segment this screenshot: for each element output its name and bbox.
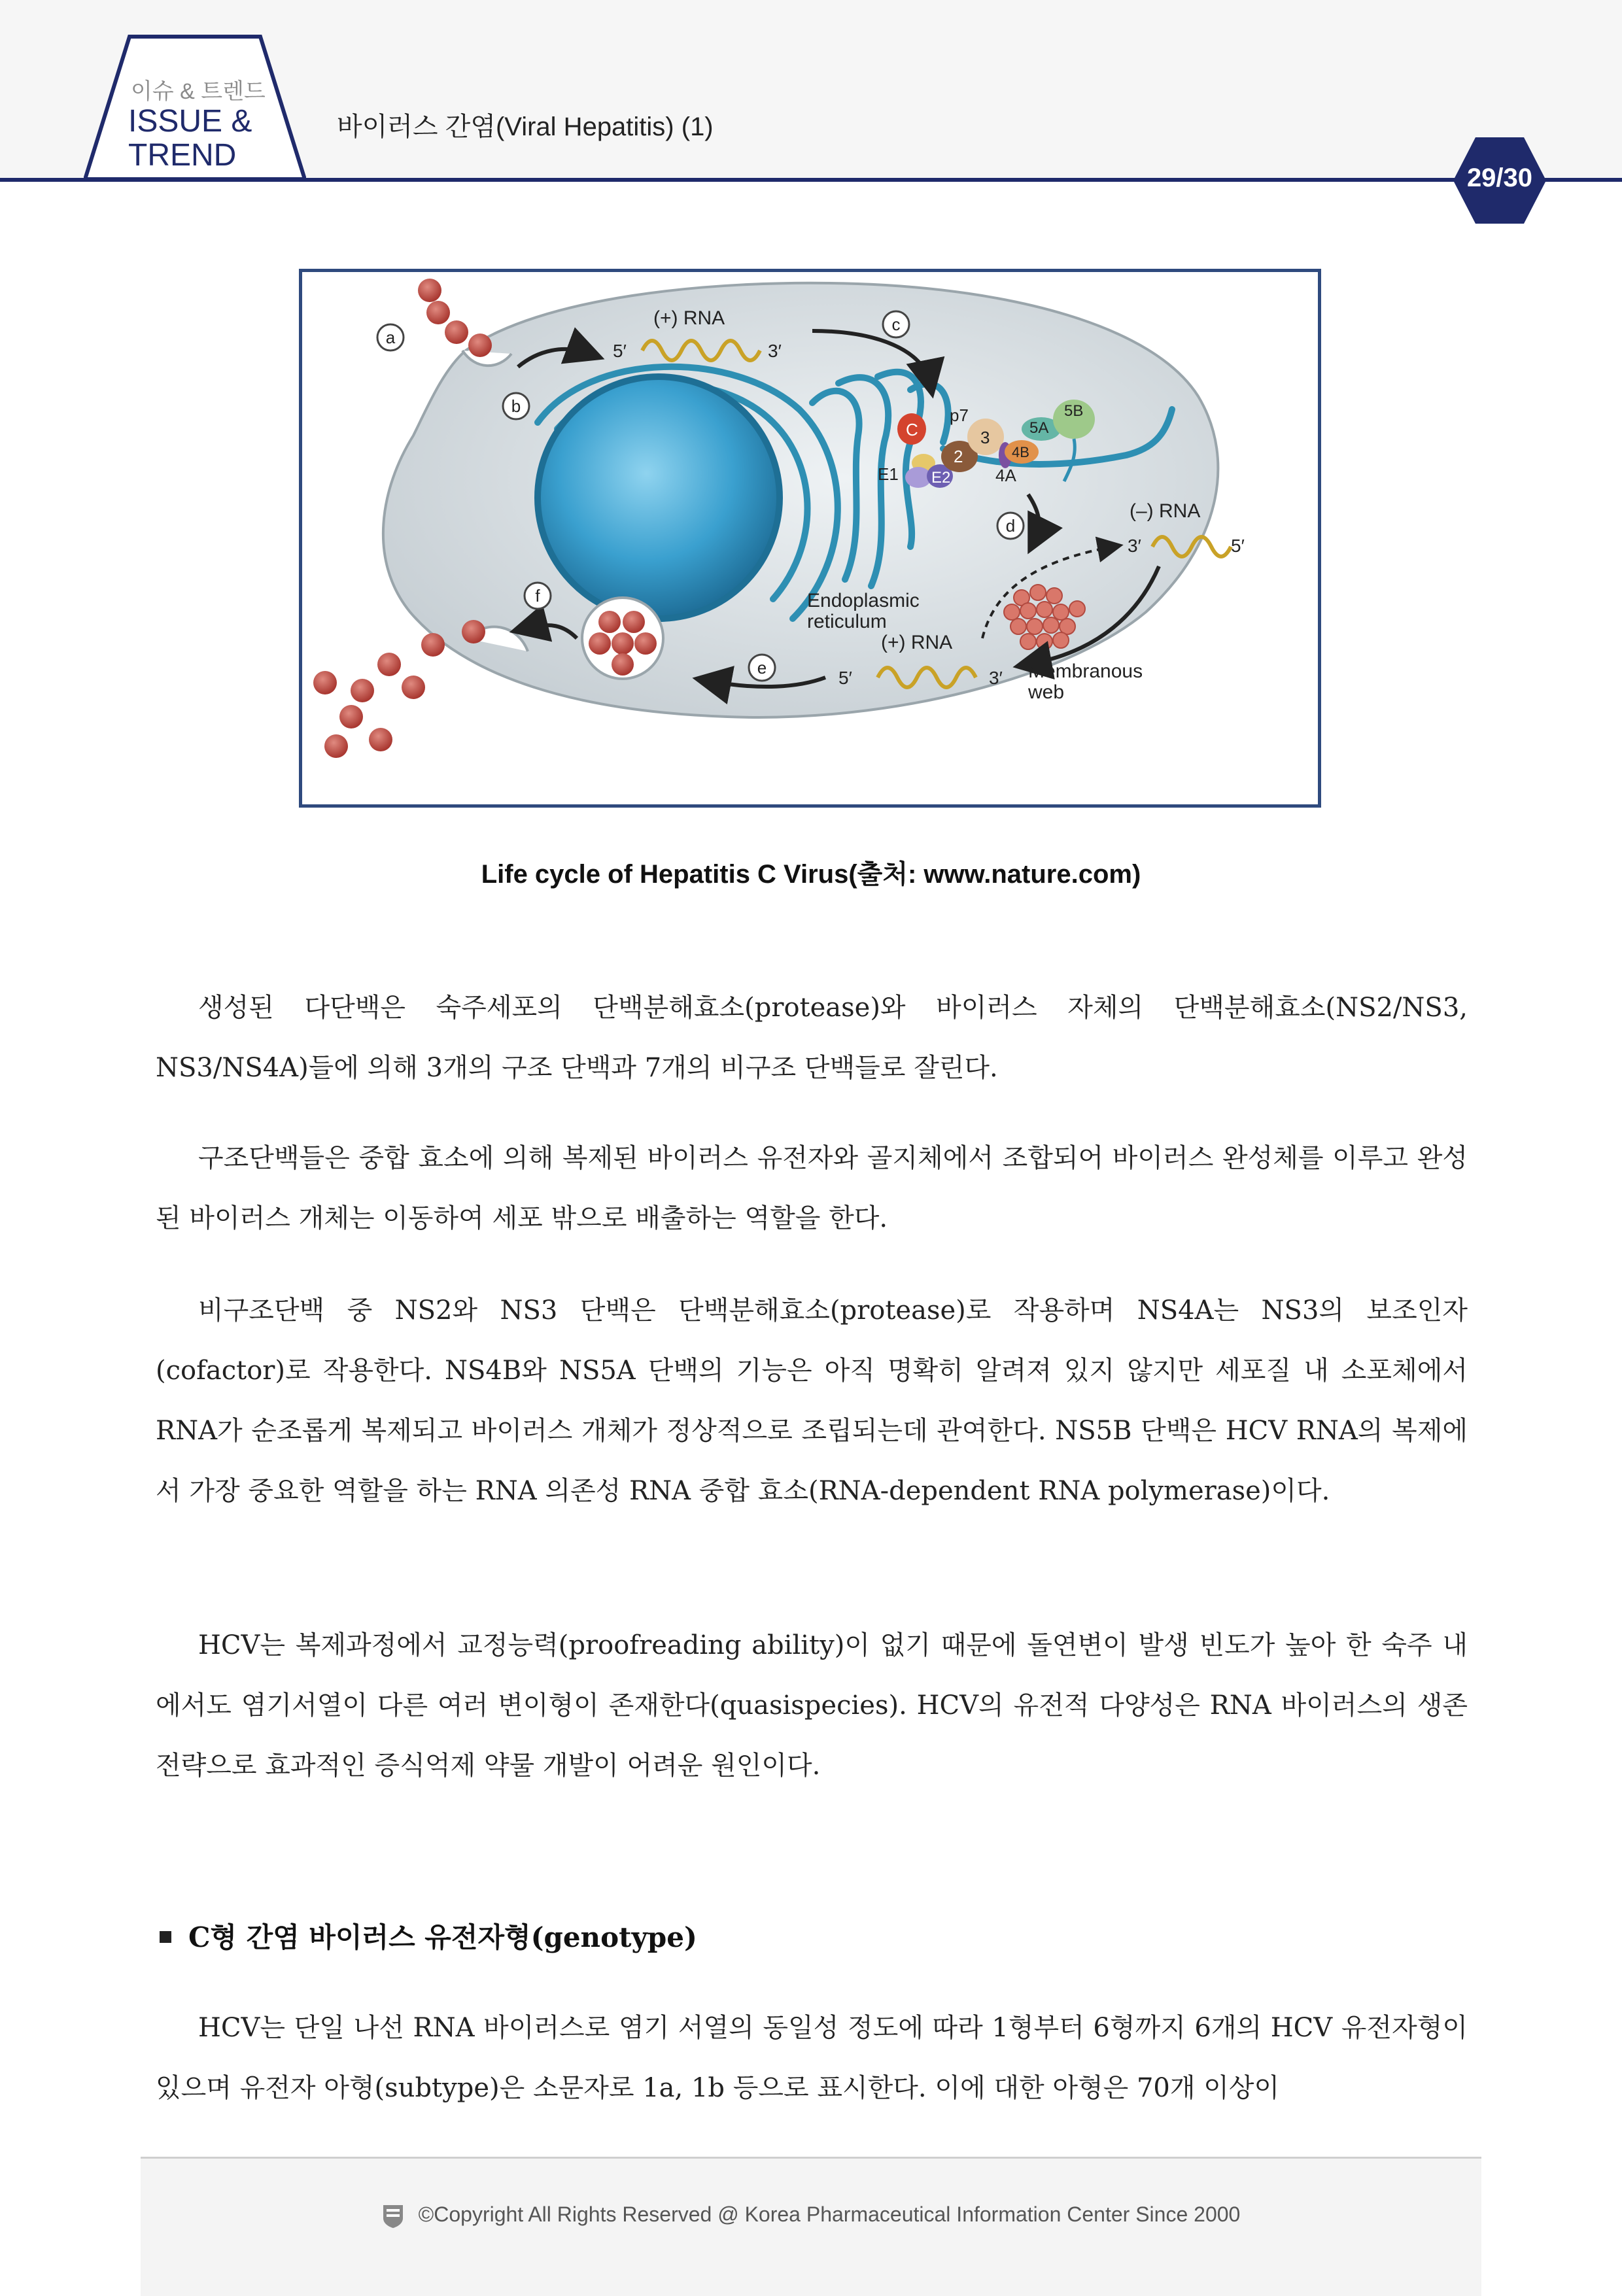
- badge-label-korean: 이슈 & 트렌드: [131, 79, 266, 104]
- minus-rna-label: (–) RNA: [1130, 500, 1201, 522]
- badge-line1: ISSUE &: [128, 104, 252, 139]
- page-number: 29/30: [1466, 163, 1533, 192]
- protein-c-label: C: [906, 420, 918, 439]
- virions-entering: [418, 279, 492, 357]
- plus-rna-bottom-5prime: 5′: [838, 668, 852, 688]
- plus-rna-bottom-label: (+) RNA: [881, 632, 953, 653]
- minus-rna-3prime: 3′: [1128, 536, 1141, 556]
- paragraph-2: 구조단백들은 중합 효소에 의해 복제된 바이러스 유전자와 골지체에서 조합되어 바이러스 완성체를 이루고 완성된 바이러스 개체는 이동하여 세포 밖으로 배출하는 역할을 한다.: [156, 1143, 1468, 1233]
- hcv-lifecycle-figure: [299, 269, 1321, 808]
- protein-5a-label: 5A: [1029, 419, 1049, 437]
- step-e-label: e: [757, 658, 767, 677]
- section-heading-text: C형 간염 바이러스 유전자형(genotype): [188, 1921, 697, 1953]
- paragraph-3: 비구조단백 중 NS2와 NS3 단백은 단백분해효소(protease)로 작용하며 NS4A는 NS3의 보조인자(cofactor)로 작용한다. NS4B와 NS5A 단백의 기능은 아직 명확히 알려져 있지 않지만 세포질 내 소포체에서 RNA가 순조롭게 복제되고 바이러스 개체가 정상적으로 조립되는데 관여한다. NS5B 단백은 HCV RNA의 복제에서 가장 중요한 역할을 하는 RNA 의존성 RNA 중합 효소(RNA-dependent RNA polymerase)이다.: [156, 1295, 1468, 1506]
- assembled-virion-vesicle: [582, 598, 663, 679]
- step-f-label: f: [535, 586, 540, 606]
- step-b-label: b: [511, 396, 521, 416]
- cell-membrane: [383, 283, 1218, 717]
- nucleus: [538, 377, 780, 619]
- protein-3-label: 3: [980, 428, 990, 447]
- badge-label-english: [128, 105, 252, 173]
- paragraph-1: 생성된 다단백은 숙주세포의 단백분해효소(protease)와 바이러스 자체의 단백분해효소(NS2/NS3, NS3/NS4A)들에 의해 3개의 구조 단백과 7개의 비구조 단백들로 잘린다.: [156, 993, 1468, 1083]
- plus-rna-top-label: (+) RNA: [653, 307, 725, 329]
- bullet-square-icon: [160, 1931, 171, 1943]
- plus-rna-top-3prime: 3′: [768, 341, 782, 361]
- paragraph-5: HCV는 단일 나선 RNA 바이러스로 염기 서열의 동일성 정도에 따라 1형부터 6형까지 6개의 HCV 유전자형이 있으며 유전자 아형(subtype)은 소문자로 1a, 1b 등으로 표시한다. 이에 대한 아형은 70개 이상이: [156, 2013, 1468, 2103]
- protein-4b-label: 4B: [1012, 444, 1029, 460]
- er-label-line2: reticulum: [807, 611, 887, 632]
- step-a-label: a: [385, 328, 396, 347]
- hcv-lifecycle-diagram: [302, 272, 1318, 804]
- badge-line2: TREND: [128, 138, 237, 173]
- web-label-line1: Membranous: [1028, 660, 1143, 682]
- step-d-label: d: [1005, 516, 1016, 536]
- paragraph-4: HCV는 복제과정에서 교정능력(proofreading ability)이 없기 때문에 돌연변이 발생 빈도가 높아 한 숙주 내에서도 염기서열이 다른 여러 변이형이 존재한다(quasispecies). HCV의 유전적 다양성은 RNA 바이러스의 생존전략으로 효과적인 증식억제 약물 개발이 어려운 원인이다.: [156, 1630, 1468, 1781]
- minus-rna-5prime: 5′: [1231, 536, 1245, 556]
- plus-rna-top-5prime: 5′: [613, 341, 627, 361]
- section-heading: [160, 1916, 1468, 1955]
- footer: [0, 2202, 1622, 2229]
- kpic-logo-icon: [382, 2204, 404, 2229]
- web-label-line2: web: [1028, 681, 1065, 703]
- plus-rna-bottom-3prime: 3′: [989, 668, 1003, 688]
- protein-2-label: 2: [954, 447, 963, 466]
- copyright-text: ©Copyright All Rights Reserved @ Korea Pharmaceutical Information Center Since 2000: [418, 2202, 1241, 2226]
- figure-caption: Life cycle of Hepatitis C Virus(출처: www.nature.com): [481, 860, 1141, 889]
- er-label-line1: Endoplasmic: [807, 590, 920, 611]
- protein-e2-label: E2: [931, 469, 951, 487]
- step-c-label: c: [891, 315, 901, 334]
- protein-p7-label: p7: [950, 405, 969, 425]
- protein-4a-label: 4A: [995, 466, 1016, 485]
- page-header-title: 바이러스 간염(Viral Hepatitis) (1): [337, 112, 714, 141]
- protein-5b-label: 5B: [1064, 402, 1084, 420]
- protein-e1-label: E1: [878, 464, 899, 484]
